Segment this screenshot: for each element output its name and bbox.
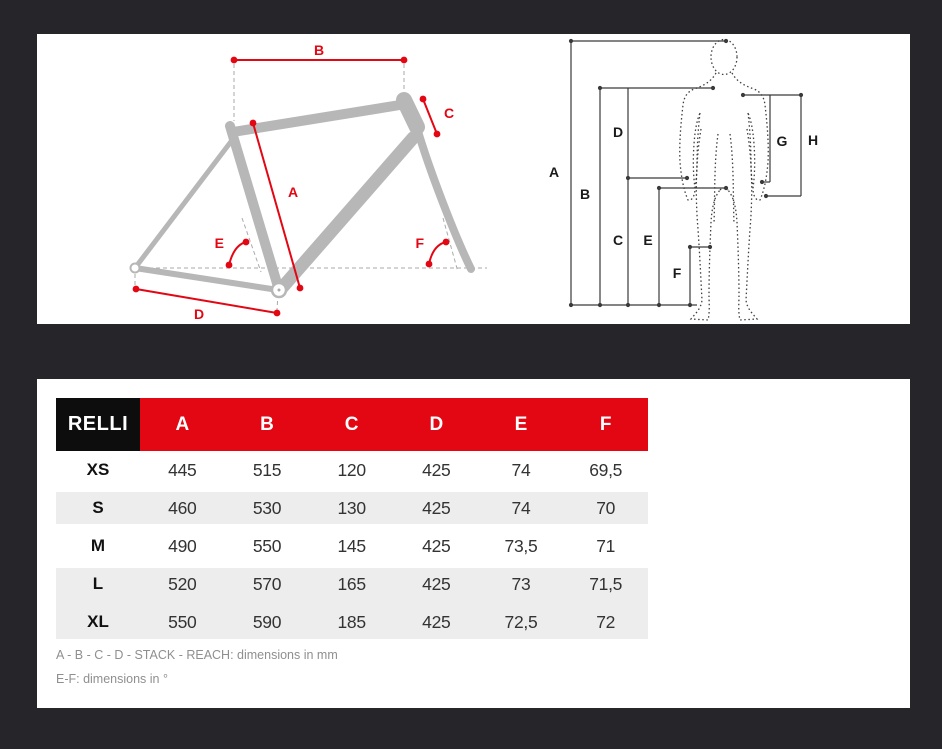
column-header-b: B <box>225 398 310 451</box>
cell-value: 550 <box>252 535 282 556</box>
table-footnotes <box>56 648 338 696</box>
cell-value: 425 <box>422 459 451 480</box>
head-tube <box>404 100 417 127</box>
chain-stay <box>135 268 278 290</box>
body-dim-label-c: C <box>612 232 624 248</box>
frame-dim-label-d: D <box>193 306 205 322</box>
cell-value: 550 <box>168 611 197 632</box>
cell-value: 71 <box>596 535 616 556</box>
table-row-xl <box>56 603 648 641</box>
table-row-s <box>56 489 648 527</box>
bike-frame-tubes <box>131 100 472 297</box>
cell-value: 590 <box>252 611 282 632</box>
cell-value: 73,5 <box>504 535 538 556</box>
body-dim-label-g: G <box>776 133 788 149</box>
body-measurement-diagram <box>549 39 818 320</box>
cell-value: 72 <box>596 611 616 632</box>
cell-value: 530 <box>252 497 282 518</box>
size-table <box>56 398 648 641</box>
cell-value: 71,5 <box>589 573 623 594</box>
rear-dropout <box>131 264 140 273</box>
cell-value: 70 <box>596 497 616 518</box>
cell-value: 145 <box>337 535 366 556</box>
body-measurement-lines <box>569 39 803 307</box>
footnote-mm: A - B - C - D - STACK - REACH: dimensions in mm <box>56 648 338 662</box>
table-row-m <box>56 527 648 565</box>
brand-cell: RELLI <box>56 398 140 451</box>
body-dim-label-f: F <box>672 265 682 281</box>
cell-value: 72,5 <box>504 611 538 632</box>
human-silhouette <box>680 40 769 321</box>
column-header-e: E <box>479 398 564 451</box>
geometry-diagram-panel <box>37 34 910 324</box>
size-label: S <box>92 498 104 517</box>
size-label: L <box>92 574 104 593</box>
bottom-bracket-center <box>278 289 281 292</box>
body-dim-label-b: B <box>579 186 591 202</box>
bike-frame-diagram <box>131 42 488 322</box>
footnote-degrees: E-F: dimensions in ° <box>56 672 168 686</box>
cell-value: 515 <box>252 459 282 480</box>
table-row-l <box>56 565 648 603</box>
cell-value: 130 <box>337 497 366 518</box>
frame-dim-label-a: A <box>288 184 299 200</box>
body-dim-label-a: A <box>548 164 560 180</box>
size-label: XL <box>87 612 109 631</box>
cell-value: 460 <box>168 497 197 518</box>
cell-value: 425 <box>422 497 451 518</box>
table-row-xs <box>56 451 648 489</box>
size-label: M <box>90 536 106 555</box>
cell-value: 120 <box>337 459 366 480</box>
cell-value: 69,5 <box>589 459 623 480</box>
table-header-row <box>56 398 648 451</box>
column-header-f: F <box>563 398 648 451</box>
fork <box>417 128 471 269</box>
cell-value: 165 <box>337 573 366 594</box>
size-label: XS <box>86 460 110 479</box>
cell-value: 74 <box>511 459 531 480</box>
column-header-a: A <box>140 398 225 451</box>
body-measurement-labels <box>549 124 818 281</box>
size-table-panel <box>37 379 910 708</box>
geometry-diagram-svg <box>37 34 910 324</box>
frame-dim-label-c: C <box>444 105 455 121</box>
column-header-c: C <box>309 398 394 451</box>
down-tube <box>281 138 413 289</box>
seat-tube <box>230 126 279 290</box>
body-dim-label-h: H <box>807 132 819 148</box>
frame-dim-label-b: B <box>313 42 325 58</box>
cell-value: 73 <box>511 573 531 594</box>
cell-value: 445 <box>168 459 197 480</box>
column-header-d: D <box>394 398 479 451</box>
cell-value: 425 <box>422 573 451 594</box>
cell-value: 74 <box>511 497 531 518</box>
cell-value: 425 <box>422 535 451 556</box>
body-dim-label-d: D <box>612 124 624 140</box>
frame-dim-label-f: F <box>415 235 424 251</box>
top-tube <box>233 104 406 132</box>
cell-value: 570 <box>252 573 282 594</box>
cell-value: 185 <box>337 611 366 632</box>
cell-value: 520 <box>168 573 197 594</box>
frame-dim-label-e: E <box>214 235 224 251</box>
cell-value: 425 <box>422 611 451 632</box>
cell-value: 490 <box>168 535 197 556</box>
body-dim-label-e: E <box>643 232 653 248</box>
